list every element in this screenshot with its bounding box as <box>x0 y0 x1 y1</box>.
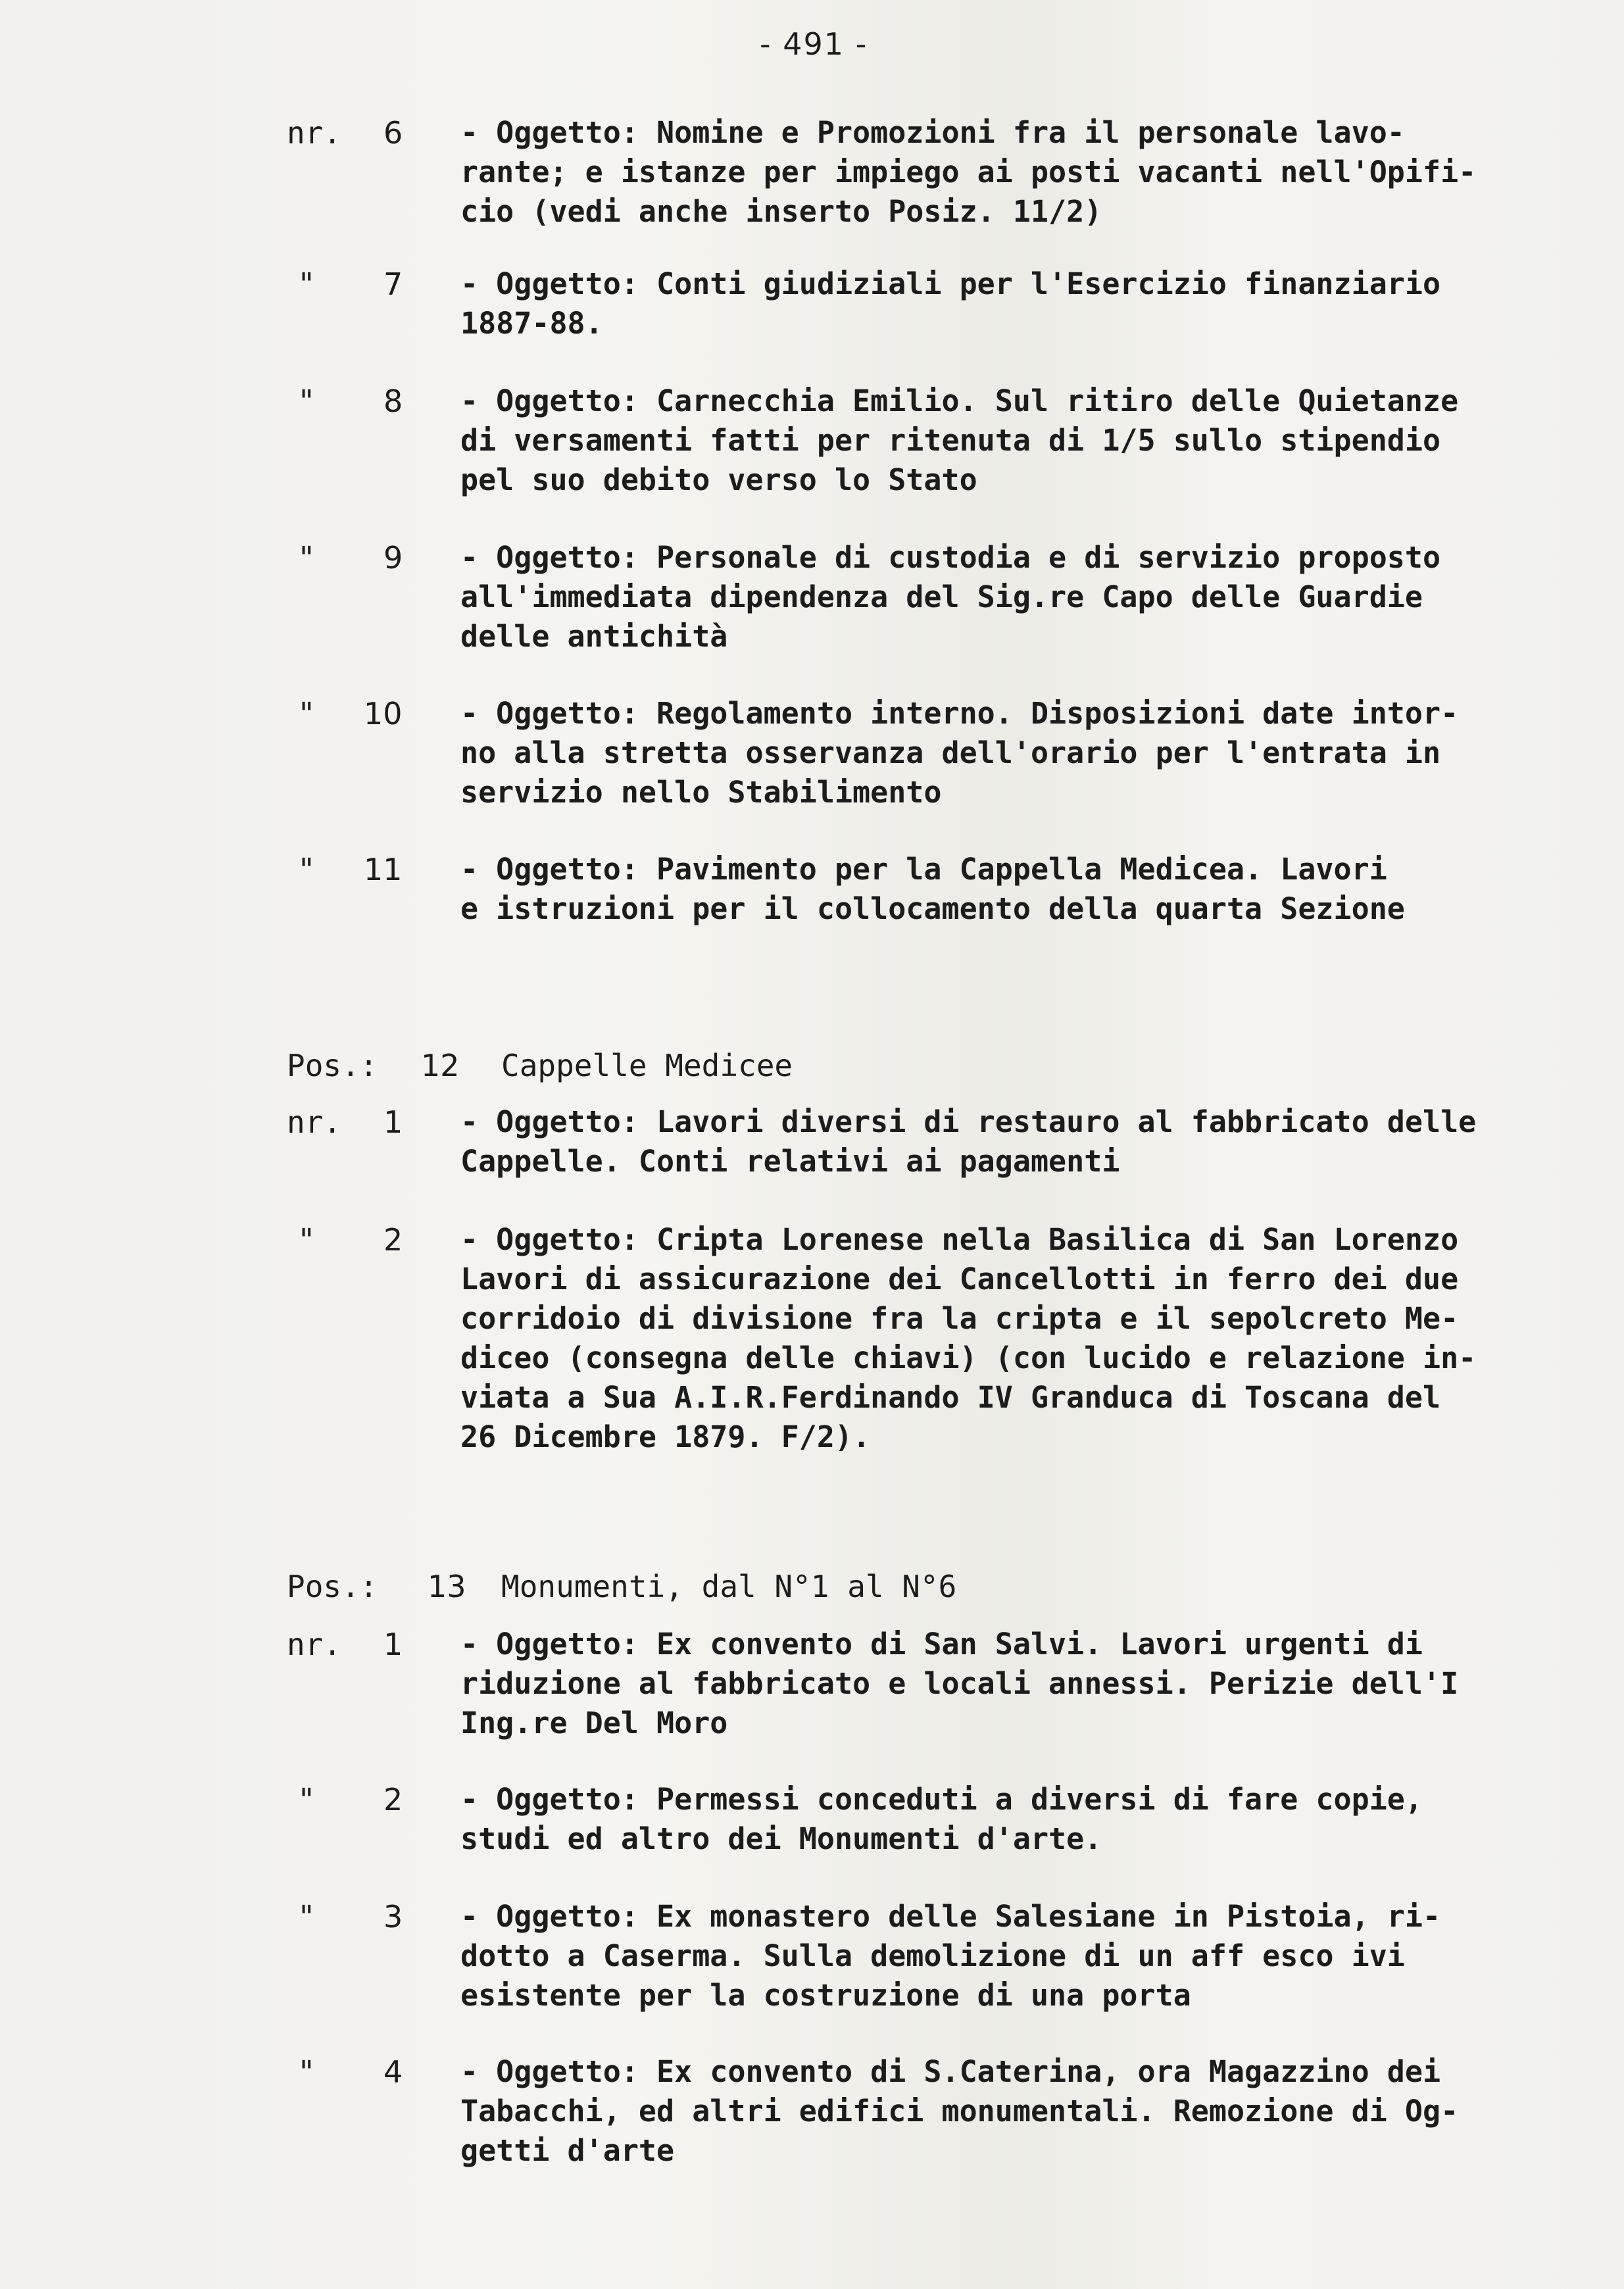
entry-number: 3 <box>383 1899 403 1934</box>
position-number: 12 <box>421 1048 460 1083</box>
entry-number: 2 <box>383 1782 403 1817</box>
entry-number: 8 <box>383 383 403 419</box>
entry-text: - Oggetto: Ex monastero delle Salesiane in Pistoia, ri- dotto a Caserma. Sulla demolizione di un aff esco ivi esistente per la costruzione di una porta <box>460 1899 1441 2013</box>
entry-text: - Oggetto: Ex convento di S.Caterina, ora Magazzino dei Tabacchi, ed altri edifici monumentali. Remozione di Og- getti d'arte <box>460 2054 1459 2168</box>
entry-text: - Oggetto: Carnecchia Emilio. Sul ritiro delle Quietanze di versamenti fatti per ritenuta di 1/5 sullo stipendio pel suo debito verso lo Stato <box>460 383 1459 497</box>
entry-text: - Oggetto: Conti giudiziali per l'Esercizio finanziario 1887-88. <box>460 266 1441 341</box>
position-number: 13 <box>428 1569 466 1604</box>
position-label: Pos.: <box>287 1048 378 1083</box>
entry-text: - Oggetto: Ex convento di San Salvi. Lavori urgenti di riduzione al fabbricato e locali annessi. Perizie dell'I Ing.re Del Moro <box>460 1627 1459 1740</box>
entry-number: 4 <box>383 2054 403 2090</box>
entry-text: - Oggetto: Lavori diversi di restauro al fabbricato delle Cappelle. Conti relativi ai pagamenti <box>460 1104 1477 1179</box>
entry-text: - Oggetto: Personale di custodia e di servizio proposto all'immediata dipendenza del Sig.re Capo delle Guardie delle antichità <box>460 540 1441 654</box>
entry-label: " <box>297 1222 316 1258</box>
entry-number: 6 <box>383 115 403 151</box>
entry-label: " <box>297 383 316 419</box>
entry-text: - Oggetto: Pavimento per la Cappella Medicea. Lavori e istruzioni per il collocamento della quarta Sezione <box>460 852 1405 926</box>
entry-label: " <box>297 1782 316 1817</box>
entry-label: " <box>297 696 316 731</box>
entry-label: " <box>297 852 316 887</box>
entry-number: 1 <box>383 1627 403 1662</box>
entry-label: nr. <box>287 115 342 151</box>
entry-number: 2 <box>383 1222 403 1258</box>
entry-text: - Oggetto: Permessi conceduti a diversi di fare copie, studi ed altro dei Monumenti d'arte. <box>460 1782 1423 1856</box>
entry-text: - Oggetto: Regolamento interno. Disposizioni date intor- no alla stretta osservanza dell'orario per l'entrata in servizio nello Stabilimento <box>460 696 1459 810</box>
position-title: Monumenti, dal N°1 al N°6 <box>501 1569 957 1604</box>
entry-number: 9 <box>383 540 403 576</box>
position-label: Pos.: <box>287 1569 378 1604</box>
entry-text: - Oggetto: Cripta Lorenese nella Basilica di San Lorenzo Lavori di assicurazione dei Cancellotti in ferro dei due corridoio di divisione fra la cripta e il sepolcreto Me- diceo (consegna delle chiavi) (con lucido e relazione in- viata a Sua A.I.R.Ferdinando IV Granduca di Toscana del 26 Dicembre 1879. F/2). <box>460 1222 1477 1454</box>
entry-text: - Oggetto: Nomine e Promozioni fra il personale lavo- rante; e istanze per impiego ai posti vacanti nell'Opifi- cio (vedi anche inserto Posiz. 11/2) <box>460 115 1477 229</box>
entry-number: 1 <box>383 1104 403 1140</box>
entry-number: 11 <box>364 852 403 887</box>
page-number: - 491 - <box>760 26 868 62</box>
entry-number: 7 <box>383 266 403 302</box>
position-title: Cappelle Medicee <box>501 1048 793 1083</box>
entry-number: 10 <box>364 696 403 731</box>
entry-label: nr. <box>287 1627 342 1662</box>
entry-label: nr. <box>287 1104 342 1140</box>
entry-label: " <box>297 266 316 302</box>
entry-label: " <box>297 540 316 576</box>
entry-label: " <box>297 1899 316 1934</box>
entry-label: " <box>297 2054 316 2090</box>
